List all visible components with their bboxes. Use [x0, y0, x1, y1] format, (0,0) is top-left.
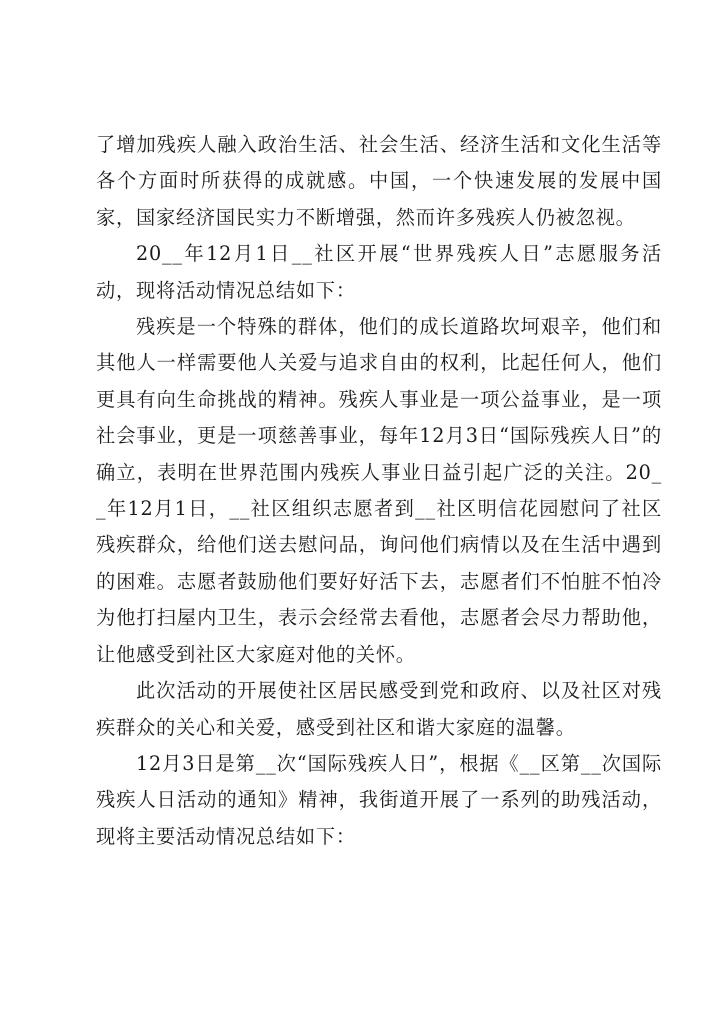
document-body — [96, 127, 662, 855]
paragraph-5: 12月3日是第__次“国际残疾人日”，根据《__区第__次国际残疾人日活动的通知》精神，我街道开展了一系列的助残活动，现将主要活动情况总结如下： — [96, 751, 662, 848]
paragraph-1: 了增加残疾人融入政治生活、社会生活、经济生活和文化生活等各个方面时所获得的成就感。中国，一个快速发展的发展中国家，国家经济国民实力不断增强，然而许多残疾人仍被忽视。 — [96, 133, 662, 229]
paragraph-3: 残疾是一个特殊的群体，他们的成长道路坎坷艰辛，他们和其他人一样需要他人关爱与追求自由的权利，比起任何人，他们更具有向生命挑战的精神。残疾人事业是一项公益事业，是一项社会事业，更是一项慈善事业，每年12月3日“国际残疾人日”的确立，表明在世界范围内残疾人事业日益引起广泛的关注。20__年12月1日，__社区组织志愿者到__社区明信花园慰问了社区残疾群众，给他们送去慰问品，询问他们病情以及在生活中遇到的困难。志愿者鼓励他们要好好活下去，志愿者们不怕脏不怕冷为他打扫屋内卫生，表示会经常去看他，志愿者会尽力帮助他，让他感受到社区大家庭对他的关怀。 — [96, 315, 662, 666]
paragraph-4: 此次活动的开展使社区居民感受到党和政府、以及社区对残疾群众的关心和关爱，感受到社区和谐大家庭的温馨。 — [96, 679, 662, 739]
paragraph-2: 20__年12月1日__社区开展“世界残疾人日”志愿服务活动，现将活动情况总结如下： — [96, 242, 662, 302]
